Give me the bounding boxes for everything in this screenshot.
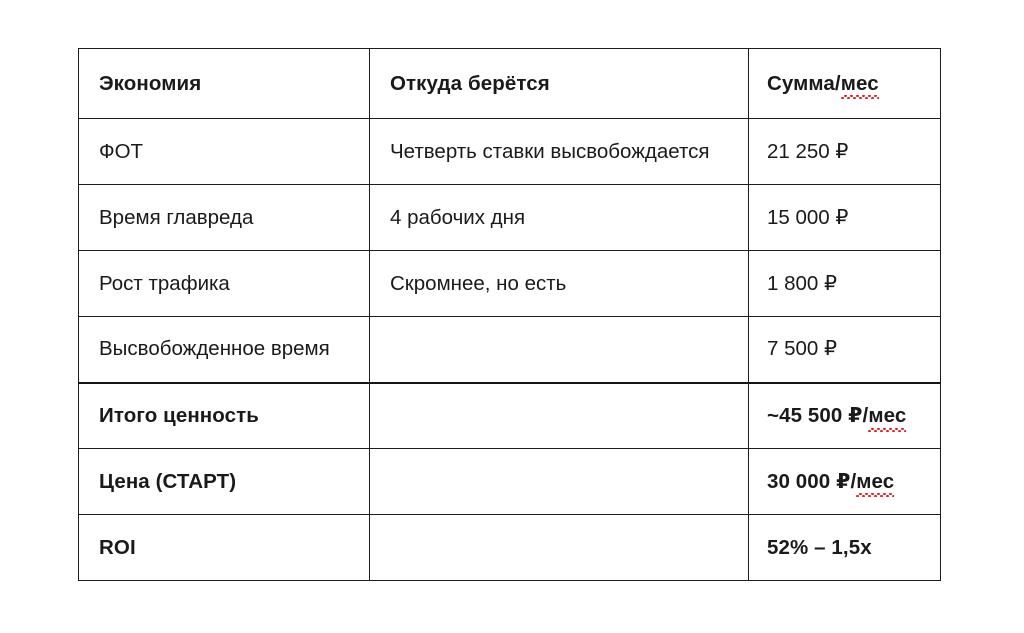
row-amount-text: 52% – 1,5x bbox=[767, 535, 872, 559]
row-item-label: Рост трафика bbox=[79, 251, 370, 317]
row-item-label: Высвобожденное время bbox=[79, 317, 370, 383]
table-row-roi bbox=[79, 515, 941, 581]
row-amount-misspelled-word: мес bbox=[856, 469, 895, 493]
table-header-row bbox=[79, 49, 941, 119]
row-item-label: ФОТ bbox=[79, 119, 370, 185]
column-header-source: Откуда берётся bbox=[370, 49, 749, 119]
row-amount-text: 15 000 ₽ bbox=[767, 205, 849, 229]
row-amount-text: 7 500 ₽ bbox=[767, 337, 838, 361]
table-row bbox=[79, 185, 941, 251]
column-header-amount-text: Сумма/ bbox=[767, 71, 841, 95]
row-source-label bbox=[370, 515, 749, 581]
table-row bbox=[79, 119, 941, 185]
row-amount-value bbox=[749, 317, 941, 383]
column-header-item: Экономия bbox=[79, 49, 370, 119]
row-amount-value bbox=[749, 251, 941, 317]
row-amount-text: ~45 500 ₽/ bbox=[767, 403, 869, 427]
row-item-label: Цена (СТАРТ) bbox=[79, 449, 370, 515]
row-amount-value bbox=[749, 449, 941, 515]
row-source-label bbox=[370, 317, 749, 383]
row-source-label bbox=[370, 449, 749, 515]
row-item-label: Итого ценность bbox=[79, 383, 370, 449]
row-source-label: 4 рабочих дня bbox=[370, 185, 749, 251]
row-amount-value bbox=[749, 383, 941, 449]
row-amount-value bbox=[749, 185, 941, 251]
column-header-amount bbox=[749, 49, 941, 119]
row-source-label: Четверть ставки высвобождается bbox=[370, 119, 749, 185]
column-header-amount-misspelled-word: мес bbox=[840, 71, 879, 95]
row-item-label: Время главреда bbox=[79, 185, 370, 251]
row-amount-text: 1 800 ₽ bbox=[767, 271, 838, 295]
row-amount-misspelled-word: мес bbox=[868, 403, 907, 427]
table-row-total-value bbox=[79, 383, 941, 449]
row-amount-value bbox=[749, 119, 941, 185]
row-amount-text: 30 000 ₽/ bbox=[767, 469, 857, 493]
table-body bbox=[79, 119, 941, 581]
value-summary-table bbox=[78, 48, 941, 581]
table-row-price bbox=[79, 449, 941, 515]
row-source-label bbox=[370, 383, 749, 449]
table-row bbox=[79, 317, 941, 383]
table-header bbox=[79, 49, 941, 119]
row-amount-text: 21 250 ₽ bbox=[767, 139, 849, 163]
row-source-label: Скромнее, но есть bbox=[370, 251, 749, 317]
table-row bbox=[79, 251, 941, 317]
row-amount-value bbox=[749, 515, 941, 581]
row-item-label: ROI bbox=[79, 515, 370, 581]
